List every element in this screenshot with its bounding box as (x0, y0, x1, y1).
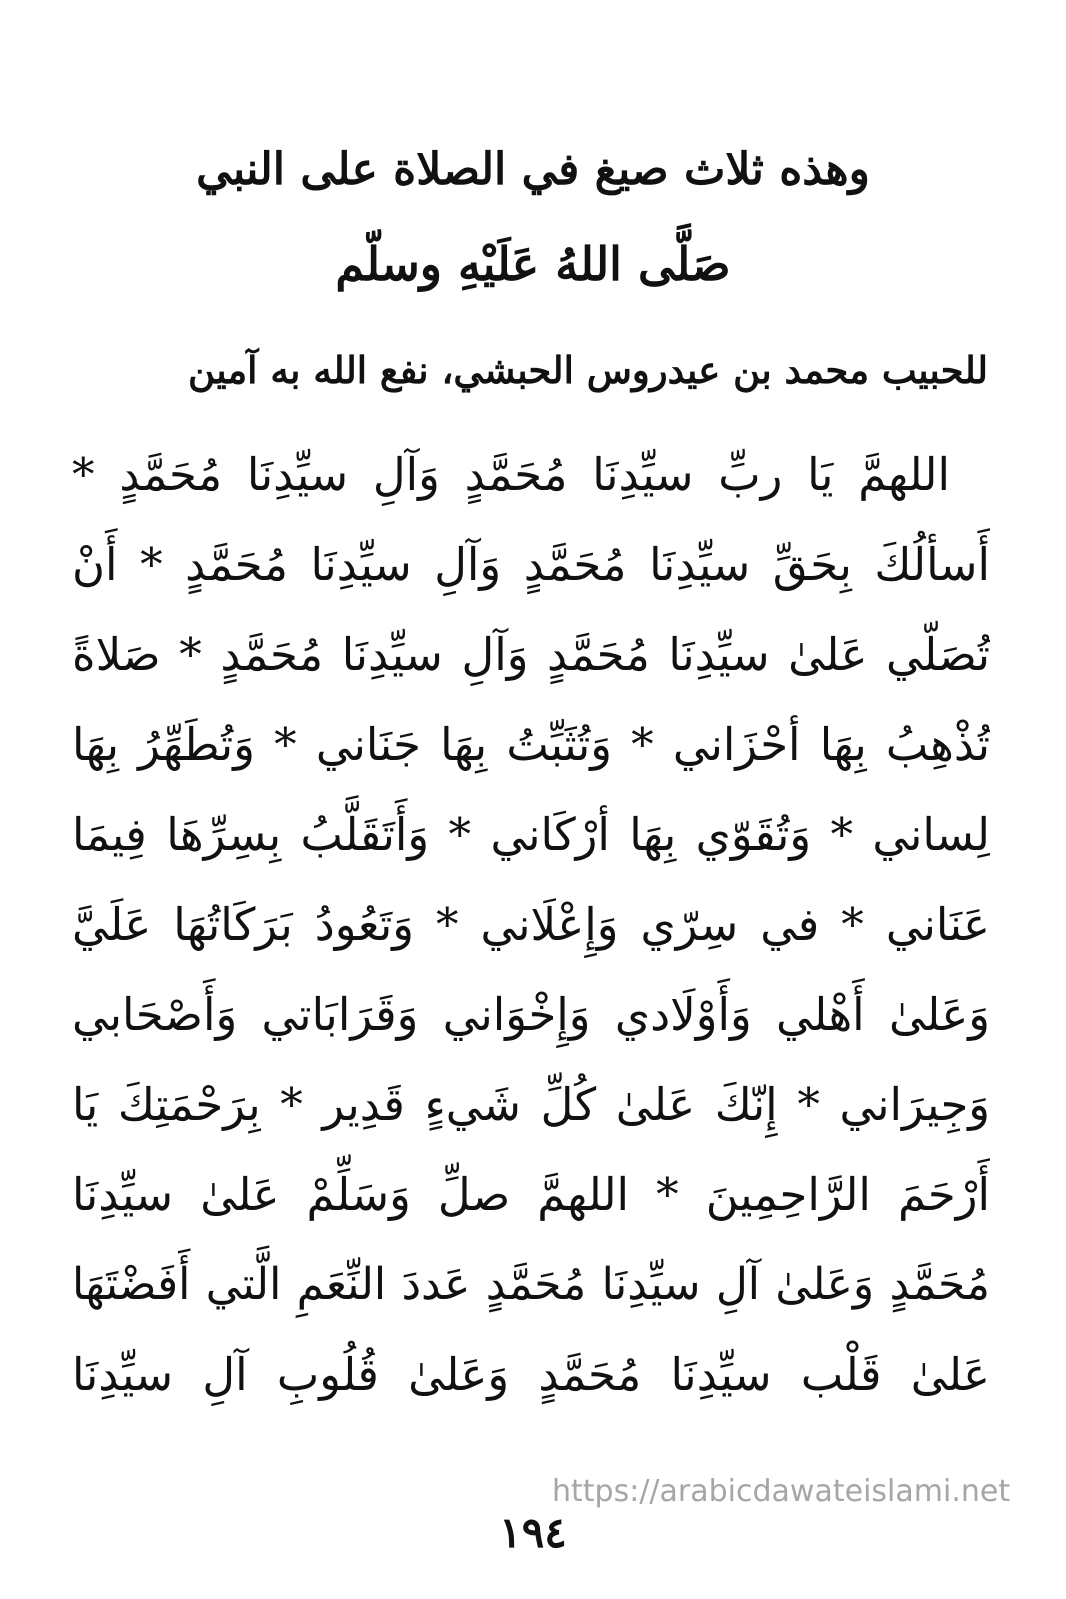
text-line: أَسألُكَ بِحَقِّ سيِّدِنَا مُحَمَّدٍ وَآلِ سيِّدِنَا مُحَمَّدٍ * أَنْ (72, 538, 990, 591)
text-line: تُذْهِبُ بِهَا أحْزَاني * وَتُثَبِّتُ بِهَا جَنَاني * وَتُطَهِّرُ بِهَا (72, 718, 990, 771)
text-line: وَجِيرَاني * إِنّكَ عَلىٰ كُلِّ شَيءٍ قَدِير * بِرَحْمَتِكَ يَا (72, 1078, 990, 1131)
text-line: عَنَاني * في سِرّي وَإِعْلَاني * وَتَعُودُ بَرَكَاتُهَا عَلَيَّ (72, 898, 990, 951)
text-line: تُصَلّي عَلىٰ سيِّدِنَا مُحَمَّدٍ وَآلِ سيِّدِنَا مُحَمَّدٍ * صَلاةً (72, 628, 990, 681)
text-line: اللهمَّ يَا ربِّ سيِّدِنَا مُحَمَّدٍ وَآلِ سيِّدِنَا مُحَمَّدٍ * (72, 448, 950, 501)
text-line: عَلىٰ قَلْب سيِّدِنَا مُحَمَّدٍ وَعَلىٰ قُلُوبِ آلِ سيِّدِنَا (72, 1348, 990, 1401)
prayer-text (72, 430, 990, 1420)
author-line: للحبيب محمد بن عيدروس الحبشي، نفع الله به آمين (188, 348, 988, 392)
watermark-url: https://arabicdawateislami.net (552, 1474, 1011, 1509)
text-line: وَعَلىٰ أَهْلي وَأَوْلَادي وَإِخْوَاني وَقَرَابَاتي وَأَصْحَابي (72, 988, 990, 1041)
page-subtitle: صَلَّى اللهُ عَلَيْهِ وسلّم (335, 237, 731, 291)
text-line: لِساني * وَتُقَوّي بِهَا أرْكَاني * وَأَتَقَلَّبُ بِسِرِّهَا فِيمَا (72, 808, 990, 861)
page-number: ١٩٤ (499, 1508, 567, 1557)
page-title: وهذه ثلاث صيغ في الصلاة على النبي (196, 144, 870, 195)
text-line: أَرْحَمَ الرَّاحِمِينَ * اللهمَّ صلِّ وَسَلِّمْ عَلىٰ سيِّدِنَا (72, 1168, 990, 1221)
text-line: مُحَمَّدٍ وَعَلىٰ آلِ سيِّدِنَا مُحَمَّدٍ عَددَ النِّعَمِ الَّتي أَفَضْتَهَا (72, 1259, 990, 1310)
